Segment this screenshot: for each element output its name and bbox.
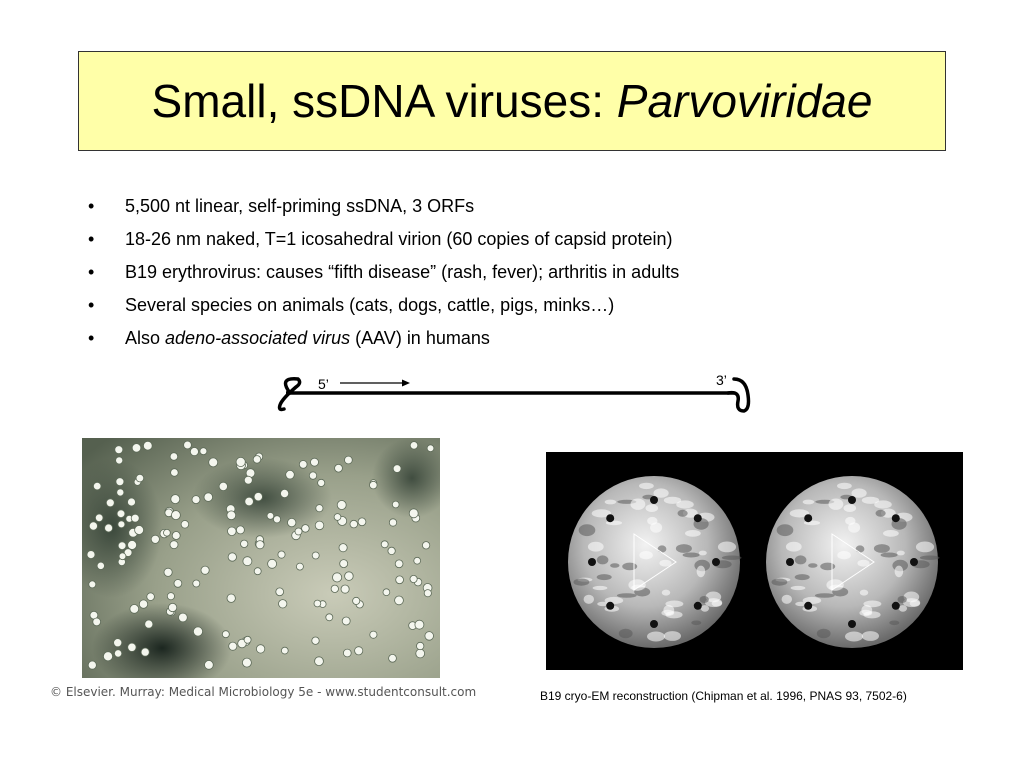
virion-particle: [281, 489, 289, 497]
capsid-surface-feature: [856, 545, 865, 552]
virion-particle: [302, 525, 310, 533]
title-box: [78, 51, 946, 151]
virion-particle: [219, 482, 227, 490]
virion-particle: [179, 613, 188, 622]
micrograph-image: [82, 438, 440, 678]
virion-particle: [172, 532, 180, 540]
capsid-pore: [606, 514, 614, 522]
virion-particle: [147, 593, 155, 601]
bullet-text-italic: adeno-associated virus: [165, 328, 351, 348]
capsid-pore: [892, 514, 900, 522]
virion-particle: [241, 540, 248, 547]
capsid-surface-feature: [712, 600, 723, 607]
capsid-surface-feature: [647, 632, 665, 642]
virion-particle: [358, 518, 366, 526]
virion-particle: [388, 547, 395, 554]
capsid-surface-feature: [860, 590, 868, 596]
virion-particle: [425, 632, 434, 641]
virion-particle: [334, 514, 341, 521]
capsid-surface-feature: [897, 551, 905, 556]
capsid-surface-feature: [722, 556, 742, 560]
virion-particle: [204, 493, 213, 502]
capsid-surface-feature: [699, 551, 707, 556]
capsid-surface-feature: [658, 545, 667, 552]
capsid-surface-feature: [803, 500, 815, 505]
virion-particle: [119, 553, 126, 560]
capsid-surface-feature: [664, 631, 681, 641]
bullet-text: 5,500 nt linear, self-priming ssDNA, 3 ORFs: [125, 196, 475, 216]
capsid-surface-feature: [820, 563, 835, 571]
virion-particle: [136, 474, 144, 482]
capsid-surface-feature: [610, 563, 619, 568]
bullet-text-pre: Also: [125, 328, 166, 348]
capsid-surface-feature: [777, 524, 794, 536]
capsid-surface-feature: [574, 579, 590, 586]
bullet-dot: •: [88, 262, 95, 282]
capsid-surface-feature: [895, 566, 904, 578]
virion-particle: [410, 575, 417, 582]
capsid-surface-feature: [861, 605, 872, 615]
virion-particle: [222, 631, 229, 638]
capsid-surface-feature: [678, 510, 688, 517]
bullet-text: B19 erythrovirus: causes “fifth disease” (rash, fever); arthritis in adults: [125, 262, 680, 282]
five-prime-label: 5’: [318, 376, 329, 392]
virion-particle: [309, 472, 316, 479]
virion-particle: [312, 637, 319, 644]
virion-particle: [164, 568, 172, 576]
virion-particle: [227, 511, 236, 520]
capsid-surface-feature: [605, 500, 617, 505]
virion-particle: [427, 445, 434, 452]
capsid-surface-feature: [662, 590, 670, 596]
bullet-item: [88, 190, 948, 223]
capsid-surface-feature: [898, 596, 907, 603]
virion-particle: [331, 585, 338, 592]
virion-particle: [253, 456, 261, 464]
virion-particle: [97, 562, 104, 569]
virion-particle: [335, 464, 343, 472]
capsid-surface-feature: [899, 605, 907, 612]
capsid-pore: [848, 620, 856, 628]
virion-particle: [295, 528, 302, 535]
capsid-surface-feature: [845, 517, 855, 525]
capsid-surface-feature: [700, 596, 709, 603]
virion-particle: [118, 542, 126, 550]
virion-particle: [256, 645, 264, 653]
bullet-list: [88, 190, 948, 355]
em-micrograph: [82, 438, 440, 678]
virion-particle: [256, 541, 264, 549]
virion-particle: [228, 553, 236, 561]
virion-particle: [143, 441, 152, 450]
capsid-pore: [712, 558, 720, 566]
capsid-surface-feature: [817, 629, 831, 638]
virion-particle: [201, 566, 209, 574]
virion-particle: [370, 481, 378, 489]
virion-particle: [345, 456, 353, 464]
virion-particle: [116, 478, 124, 486]
bullet-text: 18-26 nm naked, T=1 icosahedral virion (60 copies of capsid protein): [125, 229, 673, 249]
virion-particle: [114, 639, 122, 647]
bullet-item: [88, 223, 948, 256]
capsid-pore: [694, 514, 702, 522]
virion-particle: [117, 510, 125, 518]
capsid-surface-feature: [639, 483, 654, 489]
bullet-item: [88, 289, 948, 322]
capsid-pore: [910, 558, 918, 566]
capsid-surface-feature: [795, 555, 807, 564]
capsid-surface-feature: [579, 524, 596, 536]
virion-particle: [318, 479, 325, 486]
capsid-surface-feature: [619, 629, 633, 638]
capsid-pore: [892, 602, 900, 610]
virion-particle: [254, 568, 261, 575]
virion-particle: [279, 600, 287, 608]
virion-particle: [151, 535, 159, 543]
slide-title: [152, 74, 873, 128]
virion-particle: [393, 465, 401, 473]
bullet-text-post: (AAV) in humans: [350, 328, 490, 348]
capsid-surface-feature: [786, 542, 802, 552]
capsid-surface-feature: [826, 579, 843, 590]
virion-particle: [244, 476, 252, 484]
virion-particle: [342, 617, 350, 625]
virion-particle: [131, 514, 139, 522]
bullet-dot: •: [88, 328, 95, 348]
virion-particle: [311, 458, 319, 466]
virion-particle: [115, 446, 123, 454]
capsid-surface-feature: [654, 488, 669, 497]
capsid-surface-feature: [697, 566, 706, 578]
virion-particle: [93, 482, 101, 490]
capsid-surface-feature: [889, 621, 899, 626]
virion-particle: [227, 594, 235, 602]
virion-particle: [417, 642, 424, 649]
virion-particle: [168, 603, 176, 611]
virion-particle: [170, 541, 178, 549]
capsid-pore: [694, 602, 702, 610]
bullet-dot: •: [88, 295, 95, 315]
capsid-surface-feature: [663, 605, 674, 615]
virion-particle: [278, 551, 285, 558]
virion-particle: [395, 560, 403, 568]
virion-particle: [205, 661, 214, 670]
virion-particle: [267, 513, 274, 520]
capsid-surface-feature: [910, 600, 921, 607]
capsid-surface-feature: [639, 551, 653, 559]
virion-particle: [350, 520, 358, 528]
virion-particle: [236, 526, 244, 534]
capsid-pore: [786, 558, 794, 566]
virion-particle: [340, 560, 348, 568]
virion-particle: [341, 585, 349, 593]
virion-particle: [171, 469, 179, 477]
direction-arrowhead: [402, 380, 410, 387]
bullet-dot: •: [88, 229, 95, 249]
virion-particle: [118, 521, 125, 528]
virion-particle: [345, 572, 354, 581]
three-prime-hairpin: [728, 379, 749, 411]
capsid-surface-feature: [685, 530, 701, 537]
virion-particle: [343, 649, 351, 657]
capsid-pore: [848, 496, 856, 504]
virion-particle: [254, 493, 262, 501]
capsid-surface-feature: [593, 586, 608, 590]
bullet-text: Several species on animals (cats, dogs, cattle, pigs, minks…): [125, 295, 615, 315]
virion-particle: [392, 501, 399, 508]
virion-particle: [370, 631, 377, 638]
virion-particle: [229, 642, 237, 650]
capsid-surface-feature: [622, 563, 637, 571]
capsid-surface-feature: [718, 542, 736, 553]
capsid-surface-feature: [772, 579, 788, 586]
virion-particle: [164, 529, 171, 536]
capsid-surface-feature: [795, 574, 810, 580]
virion-particle: [128, 643, 136, 651]
virion-particle: [171, 495, 180, 504]
capsid-surface-feature: [597, 574, 612, 580]
virion-particle: [171, 511, 180, 520]
bullet-item: [88, 256, 948, 289]
capsid-surface-feature: [646, 504, 659, 512]
virion-particle: [410, 442, 418, 450]
virion-particle: [139, 600, 147, 608]
virion-particle: [296, 563, 303, 570]
virion-particle: [88, 661, 96, 669]
virion-particle: [276, 588, 284, 596]
three-prime-label: 3’: [716, 372, 727, 388]
capsid-surface-feature: [782, 595, 792, 604]
virion-particle: [132, 444, 141, 453]
capsid-surface-feature: [631, 499, 646, 510]
capsid-surface-feature: [916, 542, 934, 553]
micrograph-credit: © Elsevier. Murray: Medical Microbiology 5e - www.studentconsult.com: [50, 685, 477, 699]
virion-particle: [193, 627, 202, 636]
virion-particle: [135, 526, 144, 535]
virion-particle: [299, 461, 307, 469]
virion-particle: [93, 618, 101, 626]
virion-particle: [170, 453, 178, 461]
capsid-surface-feature: [837, 483, 852, 489]
capsid-surface-feature: [701, 605, 709, 612]
virion-particle: [128, 498, 136, 506]
virion-particle: [193, 580, 200, 587]
virion-particle: [174, 580, 182, 588]
virion-particle: [184, 441, 192, 449]
cryo-em-stereo-pair: [546, 452, 963, 670]
virion-particle: [395, 596, 404, 605]
capsid-pore: [588, 558, 596, 566]
virion-particle: [383, 589, 390, 596]
capsid-pore: [804, 514, 812, 522]
capsid-pore: [804, 602, 812, 610]
ssdna-genome-diagram: [260, 365, 760, 420]
title-italic-text: Parvoviridae: [616, 75, 873, 127]
capsid-surface-feature: [683, 553, 700, 558]
virion-particle: [117, 489, 124, 496]
virion-particle: [381, 541, 388, 548]
virion-particle: [228, 527, 237, 536]
capsid-surface-feature: [808, 563, 817, 568]
virion-particle: [389, 654, 397, 662]
virion-particle: [103, 652, 112, 661]
virion-particle: [106, 499, 114, 507]
virion-particle: [130, 605, 139, 614]
title-main-text: Small, ssDNA viruses:: [151, 75, 617, 127]
bullet-dot: •: [88, 196, 95, 216]
virion-particle: [141, 648, 149, 656]
virion-particle: [414, 557, 421, 564]
virion-particle: [209, 458, 218, 467]
virion-particle: [415, 620, 424, 629]
virion-particle: [315, 521, 324, 530]
virion-particle: [288, 518, 296, 526]
virion-particle: [116, 457, 123, 464]
virion-particle: [242, 658, 251, 667]
capsid-surface-feature: [815, 593, 835, 598]
capsid-surface-feature: [647, 517, 657, 525]
capsid-surface-feature: [852, 488, 867, 497]
virion-particle: [416, 649, 425, 658]
virion-particle: [190, 448, 198, 456]
capsid-surface-feature: [597, 555, 609, 564]
capsid-pore: [606, 602, 614, 610]
virion-particle: [316, 505, 323, 512]
virion-particle: [273, 516, 280, 523]
virion-particle: [355, 647, 363, 655]
capsid-surface-feature: [829, 499, 844, 510]
virion-particle: [245, 497, 254, 506]
virion-particle: [422, 542, 429, 549]
virion-particle: [315, 657, 324, 666]
capsid-surface-feature: [588, 542, 604, 552]
capsid-surface-feature: [676, 544, 692, 553]
virion-particle: [236, 457, 245, 466]
virion-particle: [95, 514, 103, 522]
virion-particle: [424, 590, 431, 597]
virion-particle: [326, 614, 333, 621]
capsid-surface-feature: [876, 510, 886, 517]
cryo-em-image: [546, 452, 963, 670]
capsid-surface-feature: [845, 632, 863, 642]
virion-particle: [244, 636, 251, 643]
virion-particle: [339, 544, 347, 552]
capsid-pore: [650, 496, 658, 504]
virion-particle: [128, 541, 137, 550]
cryo-em-caption: B19 cryo-EM reconstruction (Chipman et al. 1996, PNAS 93, 7502-6): [540, 689, 907, 703]
capsid-surface-feature: [862, 631, 879, 641]
virion-particle: [167, 593, 174, 600]
virion-particle: [89, 581, 96, 588]
virion-particle: [114, 650, 121, 657]
virion-particle: [145, 620, 153, 628]
virion-particle: [281, 647, 288, 654]
capsid-surface-feature: [584, 595, 594, 604]
virion-particle: [409, 509, 418, 518]
virion-particle: [396, 576, 404, 584]
virion-particle: [105, 524, 113, 532]
capsid-surface-feature: [883, 530, 899, 537]
capsid-surface-feature: [920, 556, 940, 560]
virion-particle: [87, 551, 95, 559]
capsid-surface-feature: [617, 593, 637, 598]
virion-particle: [312, 552, 319, 559]
virion-particle: [200, 448, 207, 455]
virion-particle: [89, 522, 97, 530]
virion-particle: [353, 597, 360, 604]
capsid-pore: [650, 620, 658, 628]
virion-particle: [389, 519, 396, 526]
capsid-surface-feature: [844, 504, 857, 512]
virion-particle: [314, 600, 321, 607]
virion-particle: [333, 573, 342, 582]
bullet-item: [88, 322, 948, 355]
capsid-surface-feature: [874, 500, 892, 508]
capsid-surface-feature: [881, 553, 898, 558]
virion-particle: [268, 559, 277, 568]
capsid-surface-feature: [676, 500, 694, 508]
virion-particle: [337, 501, 346, 510]
capsid-surface-feature: [791, 586, 806, 590]
virion-particle: [181, 521, 189, 529]
capsid-surface-feature: [874, 544, 890, 553]
capsid-surface-feature: [691, 621, 701, 626]
virion-particle: [286, 470, 295, 479]
capsid-surface-feature: [837, 551, 851, 559]
virion-particle: [243, 557, 252, 566]
capsid-surface-feature: [628, 579, 645, 590]
virion-particle: [192, 496, 200, 504]
